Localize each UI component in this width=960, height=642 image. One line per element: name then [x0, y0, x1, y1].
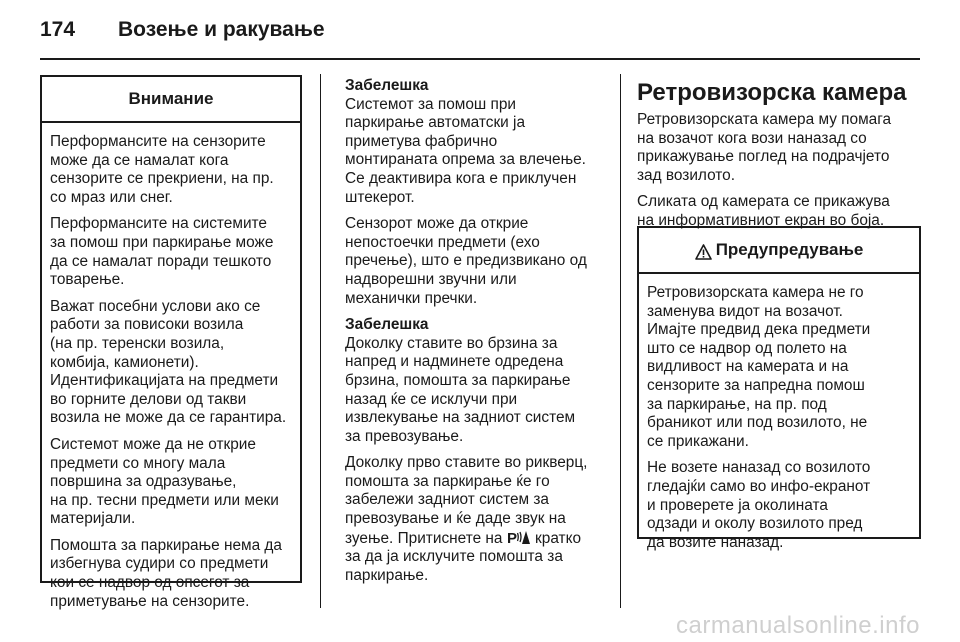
body-paragraph: Сензорот може да открие непостоечки предмети (ехо пречење), што е предизвикано од надворешни звучни или механички пречки.: [345, 215, 587, 307]
page-title: Возење и ракување: [118, 18, 325, 41]
column-divider: [320, 74, 321, 608]
warning-paragraph: Не возете наназад со возилото гледајќи само во инфо-екранот и проверете ја околината одзади и околу возилото пред да возите наназад.: [647, 459, 871, 551]
section-heading: Ретровизорска камера: [637, 79, 907, 106]
parking-distance-control-icon: [507, 529, 531, 545]
svg-text:P: P: [506, 529, 517, 545]
attention-paragraph: Помошта за паркирање нема да избегнува судири со предмети кои се надвор од опсегот за приметување на сензорите.: [50, 536, 282, 610]
attention-paragraph: Перформансите на сензорите може да се намалат кога сензорите се прекриени, на пр. со мраз или снег.: [50, 133, 274, 206]
page-header: [40, 18, 325, 48]
body-paragraph: Сликата од камерата се прикажува на информативниот екран во боја.: [637, 193, 890, 229]
middle-column: [345, 77, 613, 585]
attention-paragraph: Важат посебни услови ако се работи за повисоки возила (на пр. теренски возила, комбија, камионети). Идентификацијата на предмети во горните делови од такви возила не може да се гарантира.: [50, 297, 287, 427]
warning-box-header: [639, 228, 919, 274]
body-paragraph-with-icon: [345, 454, 613, 585]
attention-box: [40, 75, 302, 610]
paragraph-text-after-icon: кратко за да ја исклучите помошта за паркирање.: [345, 529, 582, 584]
warning-paragraph: Ретровизорската камера не го заменува видот на возачот. Имајте предвид дека предмети што се надвор од полето на видливост на камерата и на сензорите за напредна помош за паркирање, на пр. под браникот или под возилото, не се прикажани.: [647, 284, 871, 450]
right-column: [637, 79, 921, 231]
note-title: Забелешка: [345, 77, 429, 94]
column-divider: [620, 74, 621, 608]
warning-box-title: Предупредување: [715, 240, 864, 259]
paragraph-text-before-icon: Доколку прво ставите во рикверц, помошта за паркирање ќе го забележи задниот систем за превозување и ќе даде звук на зуење. Притиснете на: [345, 454, 588, 547]
note-text: Системот за помош при паркирање автоматски ја приметува фабрично монтираната опрема за влечење. Се деактивира кога е приклучен штекерот.: [345, 95, 586, 206]
header-rule: [40, 58, 920, 60]
body-paragraph: Ретровизорската камера му помага на возачот кога вози наназад со прикажување поглед на подрачјето зад возилото.: [637, 111, 892, 184]
warning-triangle-icon: [695, 244, 712, 260]
warning-box-body: [639, 274, 919, 560]
attention-paragraph: Системот може да не открие предмети со многу мала површина за одразување, на пр. тесни предмети или меки материјали.: [50, 435, 279, 528]
page-number: 174: [40, 18, 76, 41]
note-text: Доколку ставите во брзина за напред и надминете одредена брзина, помошта за паркирање назад ќе се исклучи при извлекување на задниот систем за превозување.: [345, 334, 576, 445]
watermark: carmanualsonline.info: [676, 612, 920, 639]
attention-paragraph: Перформансите на системите за помош при паркирање може да се намалат поради тешкото товарење.: [50, 215, 274, 289]
attention-box-title: Внимание: [42, 77, 300, 123]
attention-box-body: [42, 123, 300, 619]
note-title: Забелешка: [345, 316, 429, 334]
warning-box: [637, 226, 921, 551]
